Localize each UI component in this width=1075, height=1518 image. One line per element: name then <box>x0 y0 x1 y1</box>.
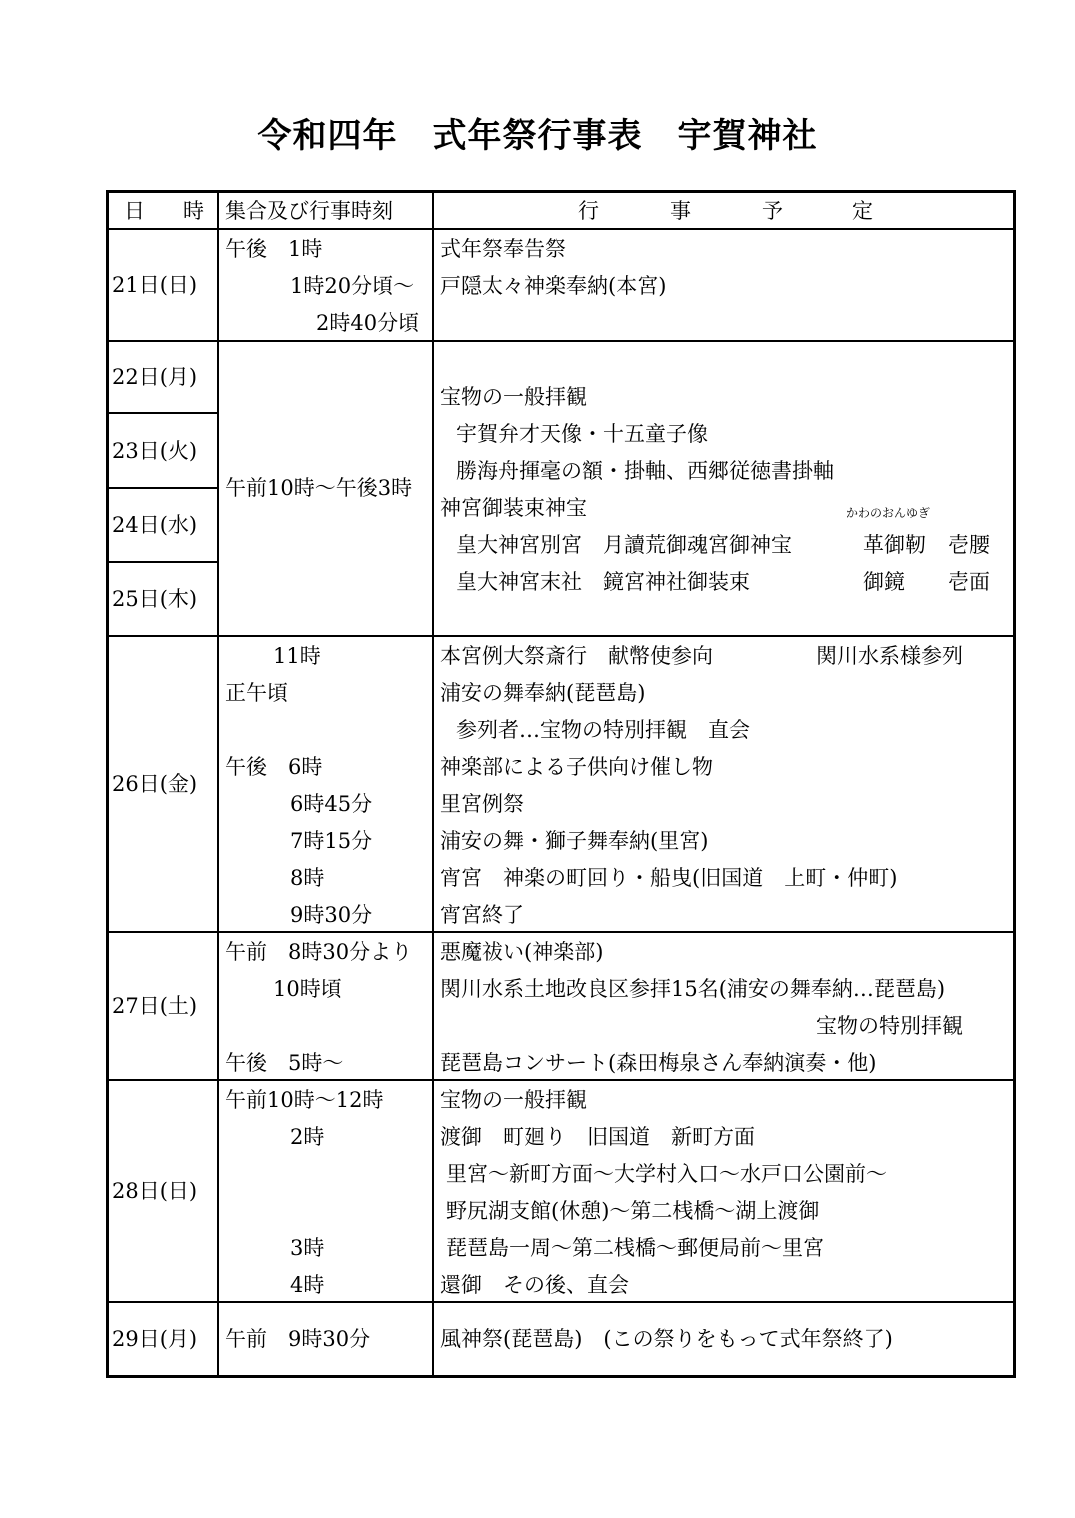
event-22-5c: 壱腰 <box>948 533 990 557</box>
event-26-7: 宵宮 神楽の町回り・船曳(旧国道 上町・仲町) <box>440 866 898 890</box>
time-28-1: 午前10時～12時 <box>225 1088 384 1112</box>
time-26-7: 9時30分 <box>290 903 373 927</box>
day-25: 25日(木) <box>112 587 198 611</box>
header-event-char-4: 定 <box>852 199 873 223</box>
time-27-1: 午前 8時30分より <box>225 940 413 964</box>
event-29-1: 風神祭(琵琶島) (この祭りをもって式年祭終了) <box>440 1327 893 1351</box>
event-28-3: 里宮～新町方面～大学村入口～水戸口公園前～ <box>446 1162 887 1186</box>
page-title: 令和四年 式年祭行事表 宇賀神社 <box>257 116 818 156</box>
day-22: 22日(月) <box>112 365 198 389</box>
time-21-3: 2時40分頃 <box>316 311 420 335</box>
event-28-6: 還御 その後、直会 <box>440 1273 629 1297</box>
time-26-1: 11時 <box>273 644 321 668</box>
event-22-1: 宝物の一般拝観 <box>440 385 587 409</box>
event-22-ruby: かわのおんゆぎ <box>846 506 931 520</box>
day-divider-23 <box>106 487 218 489</box>
header-divider <box>106 228 1016 230</box>
event-26-4: 神楽部による子供向け催し物 <box>440 755 713 779</box>
event-26-1a: 本宮例大祭斎行 献幣使参向 <box>440 644 713 668</box>
event-27-3: 宝物の特別拝観 <box>816 1014 963 1038</box>
event-28-5: 琵琶島一周～第二桟橋～郵便局前～里宮 <box>446 1236 824 1260</box>
row-divider-25 <box>106 635 1016 637</box>
event-26-3: 参列者…宝物の特別拝観 直会 <box>456 718 750 742</box>
event-27-1: 悪魔祓い(神楽部) <box>440 940 604 964</box>
event-28-1: 宝物の一般拝観 <box>440 1088 587 1112</box>
event-21-2: 戸隠太々神楽奉納(本宮) <box>440 274 667 298</box>
header-day-char-1: 日 <box>124 199 145 223</box>
event-22-4: 神宮御装束神宝 <box>440 496 587 520</box>
column-divider-day <box>217 190 219 1378</box>
row-divider-21 <box>106 340 1016 342</box>
header-event-char-1: 行 <box>578 199 599 223</box>
event-28-4: 野尻湖支館(休憩)～第二桟橋～湖上渡御 <box>446 1199 820 1223</box>
event-26-1b: 関川水系様参列 <box>816 644 963 668</box>
row-divider-27 <box>106 1079 1016 1081</box>
day-divider-22 <box>106 412 218 414</box>
day-28: 28日(日) <box>112 1179 198 1203</box>
event-26-2: 浦安の舞奉納(琵琶島) <box>440 681 646 705</box>
time-26-6: 8時 <box>290 866 325 890</box>
event-28-2: 渡御 町廻り 旧国道 新町方面 <box>440 1125 755 1149</box>
time-27-3: 午後 5時～ <box>225 1051 344 1075</box>
event-21-1: 式年祭奉告祭 <box>440 237 566 261</box>
event-22-5a: 皇大神宮別宮 月讀荒御魂宮御神宝 <box>456 533 792 557</box>
time-26-4: 6時45分 <box>290 792 373 816</box>
time-26-2: 正午頃 <box>225 681 288 705</box>
time-28-3: 3時 <box>290 1236 325 1260</box>
time-26-5: 7時15分 <box>290 829 373 853</box>
event-22-2: 宇賀弁才天像・十五童子像 <box>456 422 708 446</box>
header-event-char-2: 事 <box>670 199 691 223</box>
event-22-6b: 御鏡 <box>863 570 905 594</box>
day-24: 24日(水) <box>112 513 198 537</box>
event-22-6c: 壱面 <box>948 570 990 594</box>
event-22-3: 勝海舟揮毫の額・掛軸、西郷従徳書掛軸 <box>456 459 834 483</box>
column-divider-time <box>432 190 434 1378</box>
day-21: 21日(日) <box>112 273 198 297</box>
row-divider-28 <box>106 1301 1016 1303</box>
row-divider-26 <box>106 931 1016 933</box>
day-29: 29日(月) <box>112 1327 198 1351</box>
event-26-5: 里宮例祭 <box>440 792 524 816</box>
event-22-5b: 革御靭 <box>863 533 926 557</box>
time-21-2: 1時20分頃～ <box>290 274 415 298</box>
time-27-2: 10時頃 <box>273 977 342 1001</box>
header-time: 集合及び行事時刻 <box>225 199 393 223</box>
day-divider-24 <box>106 561 218 563</box>
event-26-6: 浦安の舞・獅子舞奉納(里宮) <box>440 829 709 853</box>
time-29-1: 午前 9時30分 <box>225 1327 371 1351</box>
time-28-4: 4時 <box>290 1273 325 1297</box>
day-26: 26日(金) <box>112 772 198 796</box>
day-27: 27日(土) <box>112 994 198 1018</box>
header-day-char-2: 時 <box>183 199 204 223</box>
time-21-1: 午後 1時 <box>225 237 323 261</box>
event-26-8: 宵宮終了 <box>440 903 524 927</box>
event-27-2: 関川水系土地改良区参拝15名(浦安の舞奉納…琵琶島) <box>440 977 946 1001</box>
header-event-char-3: 予 <box>762 199 783 223</box>
time-28-2: 2時 <box>290 1125 325 1149</box>
time-26-3: 午後 6時 <box>225 755 323 779</box>
event-22-6a: 皇大神宮末社 鏡宮神社御装束 <box>456 570 750 594</box>
day-23: 23日(火) <box>112 439 198 463</box>
time-22-25: 午前10時～午後3時 <box>225 476 413 500</box>
event-27-4: 琵琶島コンサート(森田梅泉さん奉納演奏・他) <box>440 1051 877 1075</box>
